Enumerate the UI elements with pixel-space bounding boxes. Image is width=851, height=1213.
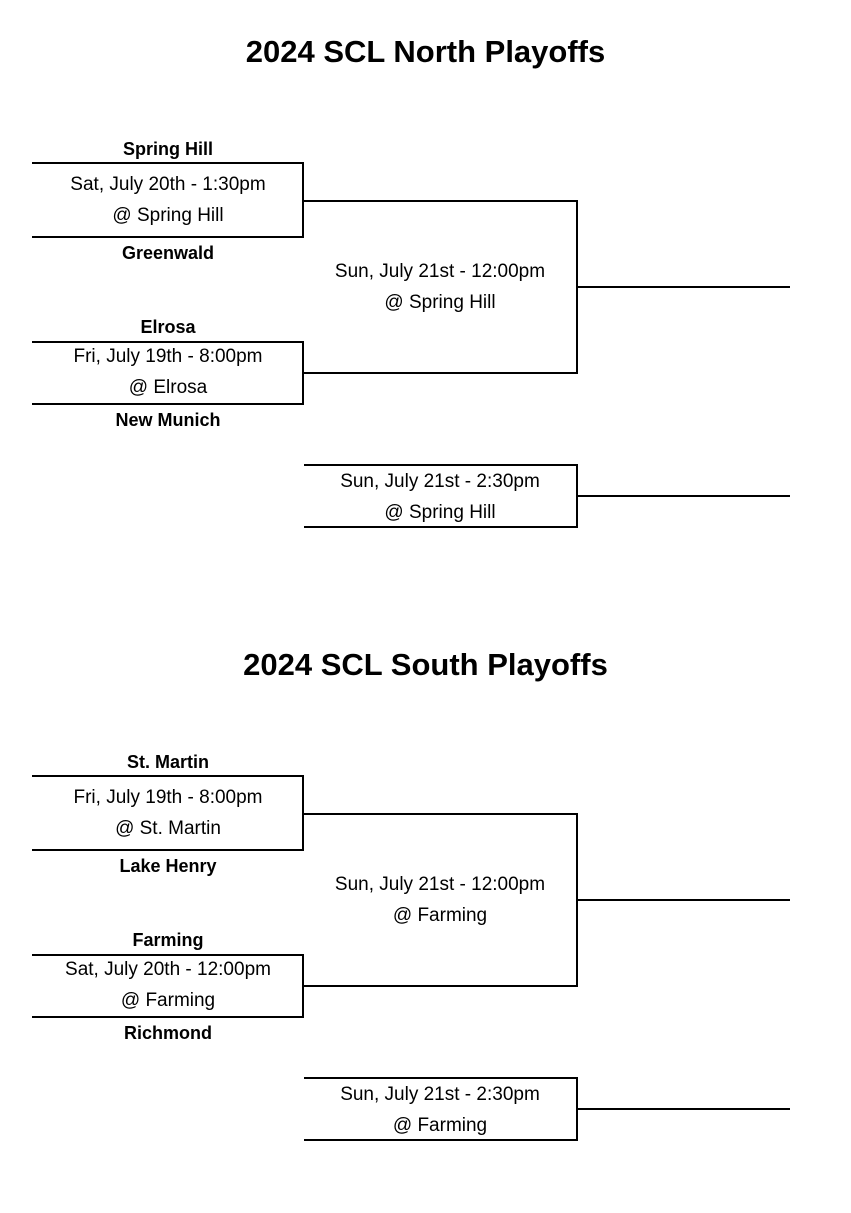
bracket-line [576,899,790,901]
team-top-semifinal-1: Spring Hill [123,139,213,159]
game-date: Sun, July 21st - 2:30pm [340,1084,540,1105]
game-location: @ Farming [392,905,488,926]
game-location: @ Spring Hill [384,502,496,523]
bracket-line [302,813,578,815]
semifinal-2-game-info [32,341,304,403]
game-date: Sat, July 20th - 1:30pm [70,174,266,195]
bracket-line [302,200,578,202]
bracket-line [32,775,304,777]
extra-game-info [304,466,576,528]
bracket-line [576,495,790,497]
game-date: Fri, July 19th - 8:00pm [73,346,263,367]
bracket-line [304,1139,578,1141]
bracket-line [576,1108,790,1110]
bracket-line [304,526,578,528]
final-game-info [304,869,576,931]
team-bottom-semifinal-2: New Munich [115,410,221,430]
bracket-line [302,985,578,987]
south-bracket [0,613,851,1213]
bracket-title: 2024 SCL North Playoffs [245,34,606,69]
bracket-title: 2024 SCL South Playoffs [243,647,608,682]
game-location: @ Spring Hill [384,292,496,313]
game-date: Sun, July 21st - 2:30pm [340,471,540,492]
north-bracket [0,0,851,600]
team-top-semifinal-2: Farming [132,930,204,950]
game-location: @ Farming [392,1115,488,1136]
bracket-line [302,372,578,374]
final-game-info [304,256,576,318]
game-location: @ Elrosa [128,377,208,398]
bracket-line [576,286,790,288]
extra-game-info [304,1079,576,1141]
game-date: Sun, July 21st - 12:00pm [334,874,546,895]
bracket-line [32,162,304,164]
game-location: @ Farming [120,990,216,1011]
bracket-line [32,403,304,405]
semifinal-1-game-info [32,169,304,231]
bracket-line [32,1016,304,1018]
bracket-line [32,236,304,238]
bracket-line [32,849,304,851]
team-bottom-semifinal-2: Richmond [124,1023,212,1043]
game-date: Fri, July 19th - 8:00pm [73,787,263,808]
team-bottom-semifinal-1: Lake Henry [119,856,217,876]
team-top-semifinal-1: St. Martin [126,752,209,772]
game-date: Sun, July 21st - 12:00pm [334,261,546,282]
semifinal-2-game-info [32,954,304,1016]
team-top-semifinal-2: Elrosa [140,317,196,337]
game-location: @ Spring Hill [112,205,224,226]
team-bottom-semifinal-1: Greenwald [121,243,215,263]
game-date: Sat, July 20th - 12:00pm [65,959,271,980]
semifinal-1-game-info [32,782,304,844]
game-location: @ St. Martin [115,818,221,839]
